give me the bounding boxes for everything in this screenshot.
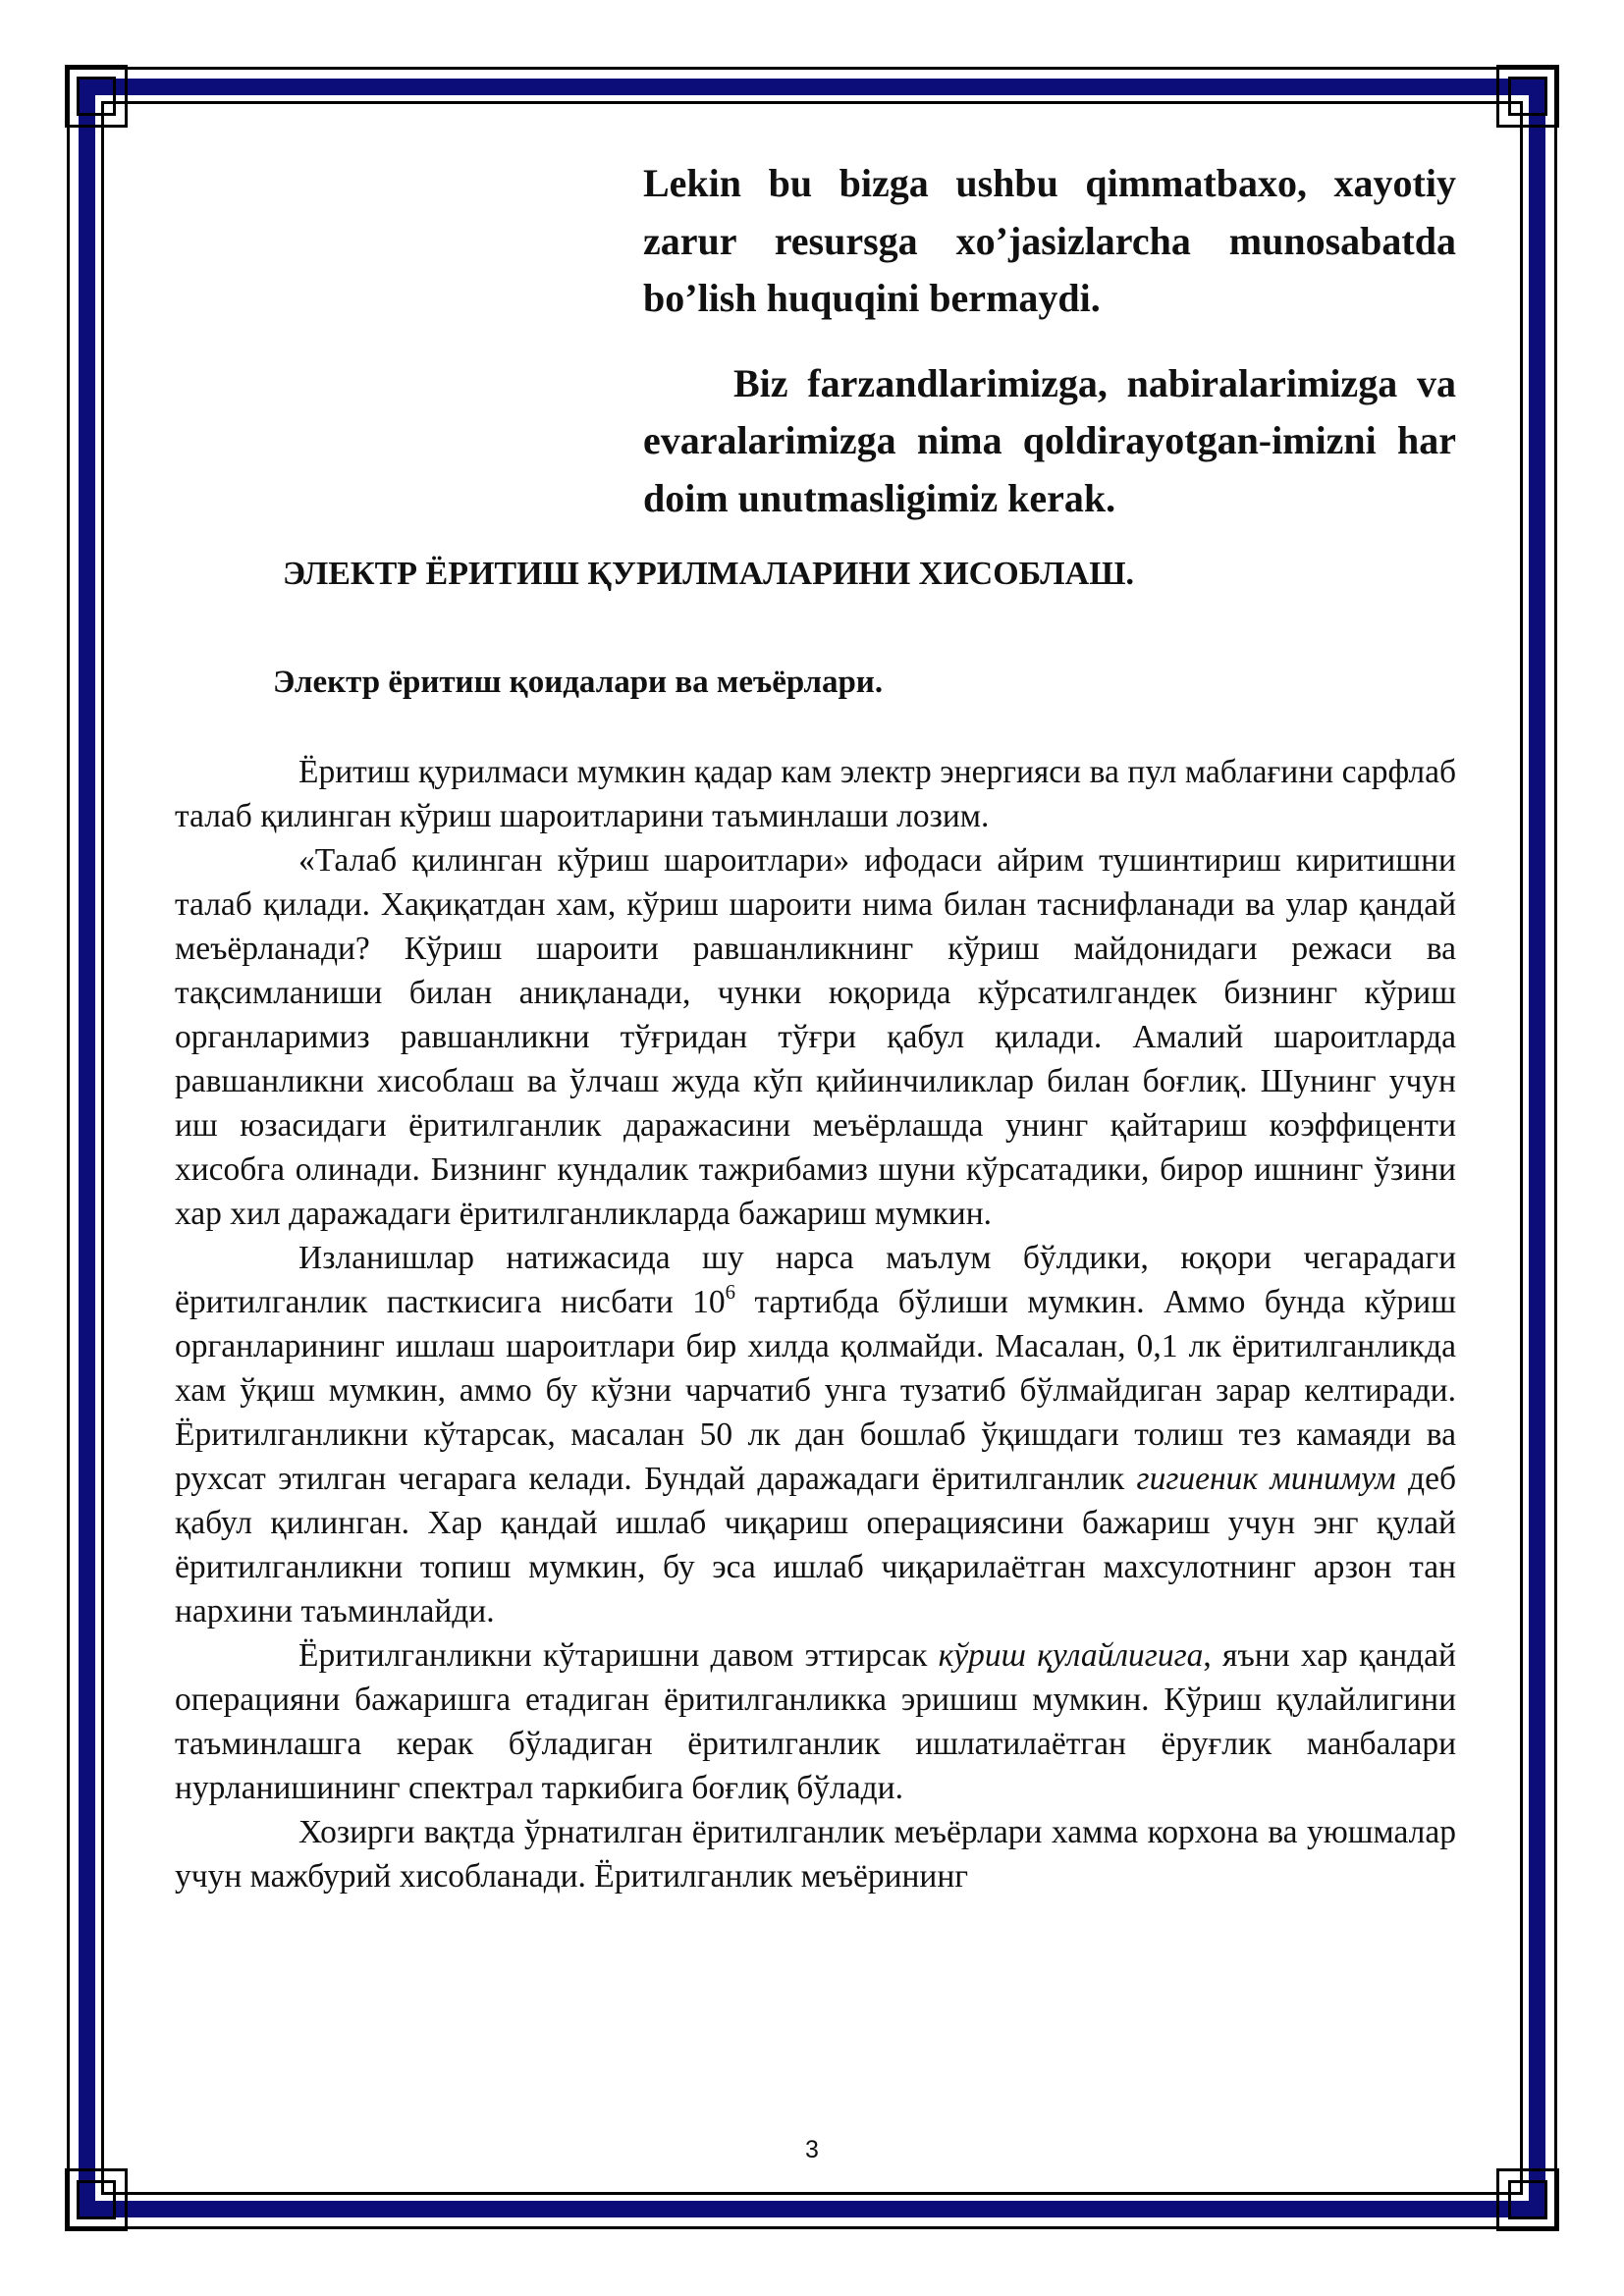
epigraph <box>643 155 1456 527</box>
corner-ornament-bottom-left <box>65 2168 128 2231</box>
paragraph-4-part-a: Ёритилганликни кўтаришни давом эттирсак <box>298 1637 939 1674</box>
italic-term-visual-comfort: кўриш қулайлигига <box>938 1637 1204 1674</box>
paragraph-5: Хозирги вақтда ўрнатилган ёритилганлик меъёрлари хамма корхона ва уюшмалар учун мажбурий хисобланади. Ёритилганлик меъёрининг <box>175 1814 1456 1895</box>
italic-term-hygienic-minimum: гигиеник минимум <box>1136 1461 1396 1497</box>
corner-ornament-top-left <box>65 65 128 128</box>
corner-ornament-top-right <box>1496 65 1559 128</box>
paragraph-2: «Талаб қилинган кўриш шароитлари» ифодаси айрим тушинтириш киритишни талаб қилади. Хақиқатдан хам, кўриш шароити нима билан таснифланади ва улар қандай меъёрланади? Кўриш шароити равшанликнинг кўриш майдонидаги режаси ва тақсимланиши билан аниқланади, чунки юқорида кўрсатилгандек бизнинг кўриш органларимиз равшанликни тўғридан тўғри қабул қилади. Амалий шароитларда равшанликни хисоблаш ва ўлчаш жуда кўп қийинчиликлар билан боғлиқ. Шунинг учун иш юзасидаги ёритилганлик даражасини меъёрлашда унинг қайтариш коэффиценти хисобга олинади. Бизнинг кундалик тажрибамиз шуни кўрсатадики, бирор ишнинг ўзини хар хил даражадаги ёритилганликларда бажариш мумкин. <box>175 842 1456 1232</box>
corner-ornament-bottom-right <box>1496 2168 1559 2231</box>
epigraph-paragraph-2: Biz farzandlarimizga, nabiralarimizga va evaralarimizga nima qoldirayotgan-imizni har doim unutmasligimiz kerak. <box>643 360 1456 520</box>
page-number: 3 <box>805 2136 819 2163</box>
section-subheading: Электр ёритиш қоидалари ва меъёрлари. <box>273 665 884 700</box>
section-heading: ЭЛЕКТР ЁРИТИШ ҚУРИЛМАЛАРИНИ ХИСОБЛАШ. <box>283 556 1135 592</box>
paragraph-1: Ёритиш қурилмаси мумкин қадар кам электр энергияси ва пул маблағини сарфлаб талаб қилинган кўриш шароитларини таъминлаши лозим. <box>175 754 1456 834</box>
exponent: 6 <box>725 1280 736 1304</box>
paragraph-4-part-b: , яъни хар қандай операцияни бажаришга етадиган ёритилганликка эришиш мумкин. Кўриш қулайлигини таъминлашга керак бўладиган ёритилганлик ишлатилаётган ёруғлик манбалари нурланишининг спектрал таркибига боғлиқ бўлади. <box>175 1637 1456 1806</box>
epigraph-paragraph-1: Lekin bu bizga ushbu qimmatbaxo, xayotiy zarur resursga xo’jasizlarcha munosabatda bo’lish huquqini bermaydi. <box>643 161 1456 320</box>
paragraph-3-part-c: деб қабул қилинган. Хар қандай ишлаб чиқариш операциясини бажариш учун энг қулай ёритилганликни топиш мумкин, бу эса ишлаб чиқарилаётган махсулотнинг арзон тан нархини таъминлайди. <box>175 1461 1456 1629</box>
body-text <box>175 750 1456 1898</box>
paragraph-3 <box>175 1236 1456 1633</box>
paragraph-3-part-a: Изланишлар натижасида шу нарса маълум бўлдики, юқори чегарадаги ёритилганлик пасткисига нисбати 10 <box>175 1240 1456 1320</box>
paragraph-3-part-b: тартибда бўлиши мумкин. Аммо бунда кўриш органларининг ишлаш шароитлари бир хилда қолмайди. Масалан, 0,1 лк ёритилганликда хам ўқиш мумкин, аммо бу кўзни чарчатиб унга тузатиб бўлмайдиган зарар келтиради. Ёритилганликни кўтарсак, масалан 50 лк дан бошлаб ўқишдаги толиш тез камаяди ва рухсат этилган чегарага келади. Бундай даражадаги ёритилганлик <box>175 1284 1456 1497</box>
paragraph-4 <box>175 1633 1456 1810</box>
